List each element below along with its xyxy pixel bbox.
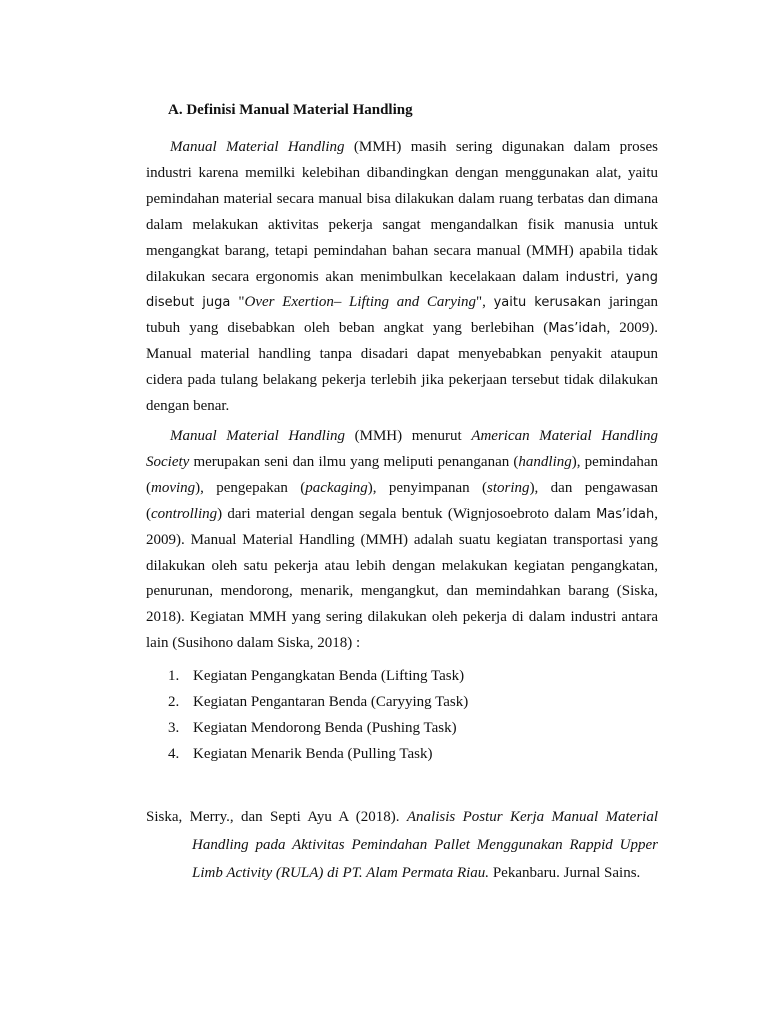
reference-entry	[146, 803, 658, 887]
text-run: moving	[151, 479, 196, 496]
text-run: Siska, Merry., dan Septi Ayu A (2018).	[146, 809, 407, 825]
text-run: ), pemindahan (	[146, 453, 658, 496]
text-run: controlling	[151, 505, 218, 522]
list-item: 4. Kegiatan Menarik Benda (Pulling Task)	[168, 746, 433, 762]
text-run: jaringan tubuh yang disebabkan oleh beban angkat yang berlebihan (	[146, 294, 658, 337]
text-run: (MMH) masih sering digunakan dalam proses industri karena memilki kelebihan dibandingkan dengan menggunakan alat, yaitu pemindahan material secara manual bisa dilakukan dalam ruang terbatas dan dimana dalam melakukan aktivitas pekerja sangat mengandalkan fisik manusia untuk mengangkat barang, tetapi pemindahan bahan secara manual (MMH) apabila tidak dilakukan secara ergonomis akan menimbulkan kecelakaan dalam	[146, 139, 659, 285]
task-list	[168, 666, 468, 770]
list-item: 3. Kegiatan Mendorong Benda (Pushing Task)	[168, 720, 457, 736]
text-run: Mas’idah	[548, 321, 607, 337]
text-run: Mas’idah	[596, 506, 655, 522]
paragraph-1	[146, 135, 658, 420]
text-run: merupakan seni dan ilmu yang meliputi penanganan (	[189, 453, 519, 470]
text-run: ), dan pengawasan (	[146, 479, 658, 522]
text-run: , 2009). Manual material handling tanpa disadari dapat menyebabkan penyakit ataupun cidera pada tulang belakang pekerja terlebih jika pekerjaan tersebut tidak dilakukan dengan benar.	[146, 320, 658, 415]
text-run: ), pengepakan (	[195, 479, 306, 496]
text-run: Over Exertion– Lifting and Carying	[244, 294, 477, 311]
text-run: , 2009). Manual Material Handling (MMH) adalah suatu kegiatan transportasi yang dilakukan oleh satu pekerja atau lebih dengan melakukan kegiatan pengangkatan, penurunan, mendorong, menarik, mengangkut, dan memindahkan barang (Siska, 2018). Kegiatan MMH yang sering dilakukan oleh pekerja di dalam industri antara lain (Susihono dalam Siska, 2018) :	[146, 505, 658, 652]
text-run: "	[238, 294, 245, 311]
text-run: packaging	[305, 479, 368, 496]
text-run: yaitu kerusakan	[493, 295, 602, 311]
list-item: 2. Kegiatan Pengantaran Benda (Caryying Task)	[168, 694, 469, 710]
text-run: industri, yang disebut juga	[146, 269, 658, 311]
text-run: ",	[476, 294, 494, 311]
section-heading: A. Definisi Manual Material Handling	[168, 102, 413, 118]
text-run: ) dari material dengan segala bentuk (Wignjosoebroto dalam	[217, 505, 597, 522]
text-run: ), penyimpanan (	[367, 479, 488, 496]
text-run: Pekanbaru. Jurnal Sains.	[489, 865, 641, 881]
text-run: (MMH) menurut	[345, 428, 472, 444]
list-item: 1. Kegiatan Pengangkatan Benda (Lifting Task)	[168, 668, 465, 684]
text-run: American Material Handling Society	[146, 428, 658, 470]
text-run: Analisis Postur Kerja Manual Material Handling pada Aktivitas Pemindahan Pallet Menggunakan Rappid Upper Limb Activity (RULA) di PT. Alam Permata Riau.	[192, 809, 659, 881]
paragraph-2	[146, 424, 658, 657]
text-run: Manual Material Handling	[170, 139, 345, 155]
text-run: Manual Material Handling	[170, 428, 346, 444]
text-run: handling	[518, 453, 572, 470]
text-run: storing	[487, 479, 530, 496]
